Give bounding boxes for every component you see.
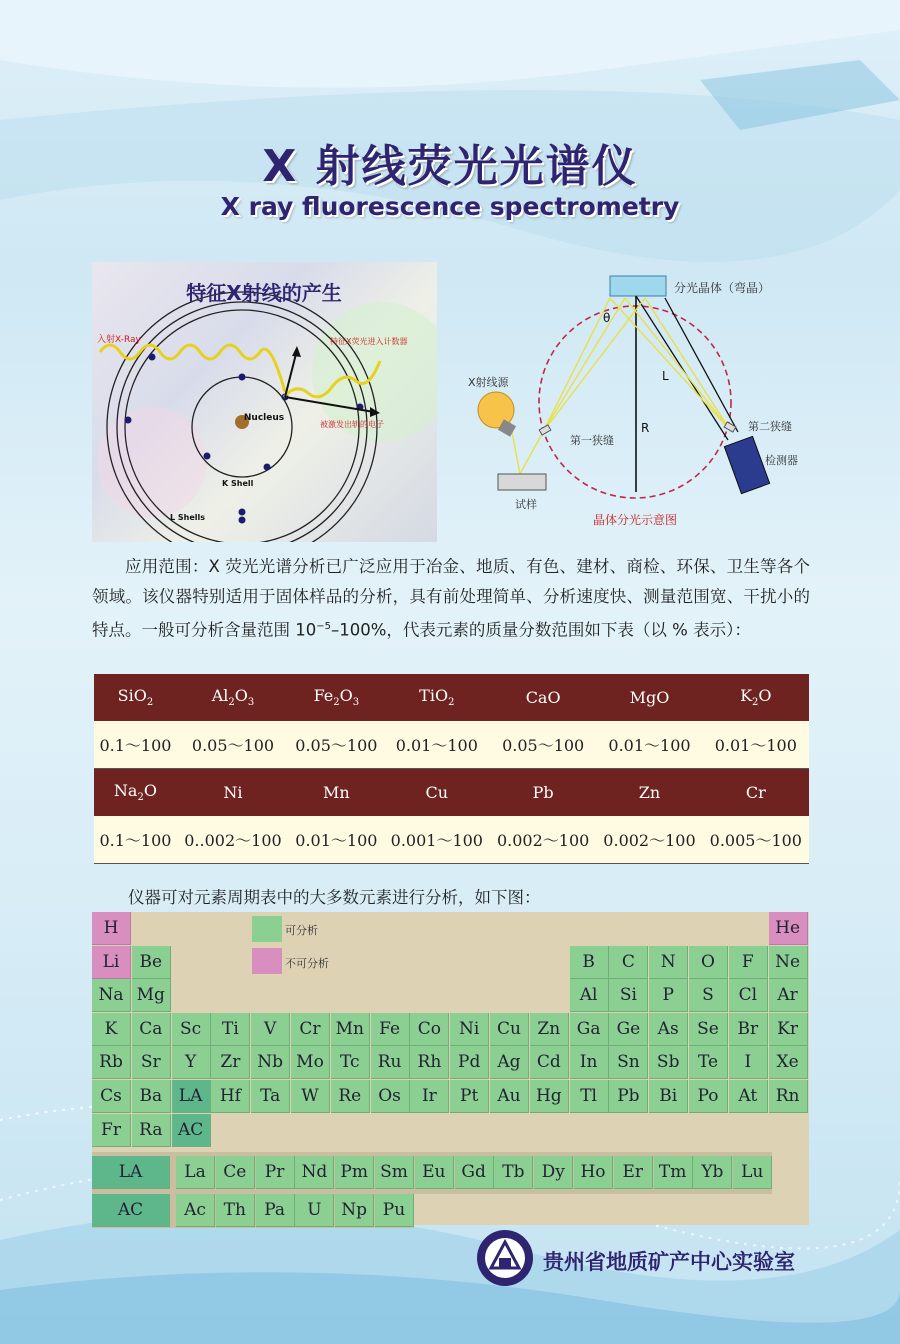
table-value-row [94,721,809,769]
formula-part: TiO [419,686,449,706]
element-cell-pm: Pm [335,1156,374,1189]
application-paragraph [92,552,810,646]
slit1-label: 第一狭缝 [570,434,614,447]
nucleus-label: Nucleus [243,413,285,423]
subscript: 2 [333,697,340,709]
element-cell-cl: Cl [729,979,768,1012]
organization-name: 贵州省地质矿产中心实验室 [543,1250,795,1274]
element-cell-sb: Sb [649,1046,688,1079]
formula-part: Ni [223,783,243,802]
element-cell-bi: Bi [649,1080,688,1113]
element-cell-ne: Ne [769,946,808,979]
element-cell-he: He [769,912,808,945]
formula-part: O [234,686,248,706]
atom-diagram [92,262,437,542]
element-cell-ra: Ra [132,1114,171,1147]
element-cell-np: Np [335,1194,374,1227]
element-cell-p: P [649,979,688,1012]
element-cell-w: W [291,1080,330,1113]
element-cell-b: B [570,946,609,979]
subscript: 2 [137,792,144,804]
element-cell-ag: Ag [490,1046,529,1079]
subscript: 3 [247,697,255,709]
composition-range-table [94,674,809,864]
element-cell-o: O [689,946,728,979]
element-cell-ac: AC [172,1114,211,1147]
element-cell-os: Os [371,1080,410,1113]
compound-name [289,674,384,721]
subscript: 2 [146,697,154,709]
table-header-row [94,769,809,817]
element-cell-sm: Sm [375,1156,414,1189]
element-cell-tm: Tm [654,1156,693,1189]
element-cell-rb: Rb [92,1046,131,1079]
element-cell-ni: Ni [450,1013,489,1046]
element-cell-mn: Mn [331,1013,370,1046]
compound-name [94,769,177,817]
compound-name [596,674,702,721]
range-value: 0.05～100 [490,721,596,769]
element-cell-te: Te [689,1046,728,1079]
characteristic-xray-label: 特征X荧光进入计数器 [330,337,408,346]
element-cell-tl: Tl [570,1080,609,1113]
element-cell-ce: Ce [216,1156,255,1189]
element-cell-zr: Zr [211,1046,250,1079]
formula-part: Mn [323,783,350,802]
figure2-caption: 晶体分光示意图 [592,513,678,527]
legend-analyzable-label: 可分析 [285,924,318,937]
element-cell-rh: Rh [410,1046,449,1079]
element-cell-ti: Ti [211,1013,250,1046]
range-value: 0.1～100 [94,816,177,864]
compound-name [596,769,702,817]
compound-name [177,769,289,817]
element-cell-sn: Sn [609,1046,648,1079]
element-cell-fr: Fr [92,1114,131,1147]
element-cell-mo: Mo [291,1046,330,1079]
element-cell-al: Al [570,979,609,1012]
element-cell-gd: Gd [455,1156,494,1189]
element-cell-xe: Xe [769,1046,808,1079]
range-value: 0.002～100 [490,816,596,864]
formula-part: Al [211,686,229,706]
subscript: 2 [752,697,759,709]
compound-name [384,769,490,817]
table-value-row [94,816,809,864]
element-cell-hf: Hf [211,1080,250,1113]
formula-part: Na [113,781,138,801]
subscript: 2 [448,697,455,709]
element-cell-eu: Eu [415,1156,454,1189]
compound-name [289,769,384,817]
element-cell-ac: Ac [176,1194,215,1227]
compound-name [94,674,177,721]
detector-label: 检测器 [765,454,798,467]
element-cell-k: K [92,1013,131,1046]
element-cell-se: Se [689,1013,728,1046]
element-cell-nb: Nb [251,1046,290,1079]
element-cell-br: Br [729,1013,768,1046]
formula-part: MgO [629,688,670,707]
element-cell-kr: Kr [769,1013,808,1046]
range-value: 0.001～100 [384,816,490,864]
element-cell-pa: Pa [256,1194,295,1227]
crystal-label: 分光晶体（弯晶） [674,281,771,295]
formula-part: O [758,686,772,706]
element-cell-s: S [689,979,728,1012]
range-value: 0.002～100 [596,816,702,864]
element-cell-ru: Ru [371,1046,410,1079]
range-value: 0.01～100 [703,721,809,769]
element-cell-at: At [729,1080,768,1113]
formula-part: O [143,781,157,801]
range-value: 0.01～100 [596,721,702,769]
range-value: 0.05～100 [289,721,384,769]
element-cell-i: I [729,1046,768,1079]
formula-part: Pb [532,783,554,802]
element-cell-ga: Ga [570,1013,609,1046]
formula-part: K [740,686,753,706]
range-value: 0.01～100 [289,816,384,864]
r-label: R [641,421,650,435]
element-cell-sr: Sr [132,1046,171,1079]
subscript: 3 [352,697,360,709]
element-cell-pd: Pd [450,1046,489,1079]
element-cell-ba: Ba [132,1080,171,1113]
slit2-label: 第二狭缝 [748,420,792,433]
theta-label: θ [603,311,611,325]
xray-generation-figure [92,262,437,542]
element-cell-c: C [609,946,648,979]
element-cell-mg: Mg [132,979,171,1012]
element-cell-pu: Pu [375,1194,414,1227]
element-cell-as: As [649,1013,688,1046]
element-cell-la: La [176,1156,215,1189]
element-cell-be: Be [132,946,171,979]
formula-part: Cr [745,783,766,802]
figure1-title: 特征X射线的产生 [186,281,342,305]
element-cell-ac: AC [92,1194,170,1227]
element-cell-f: F [729,946,768,979]
element-cell-si: Si [609,979,648,1012]
element-cell-ge: Ge [609,1013,648,1046]
element-cell-pr: Pr [256,1156,295,1189]
element-cell-ca: Ca [132,1013,171,1046]
paragraph-text-end: –100%，代表元素的质量分数范围如下表（以 % 表示）： [331,620,751,640]
element-cell-hg: Hg [530,1080,569,1113]
element-cell-ho: Ho [574,1156,613,1189]
element-cell-re: Re [331,1080,370,1113]
element-cell-na: Na [92,979,131,1012]
element-cell-la: LA [172,1080,211,1113]
table-header-row [94,674,809,721]
ejected-electron-label: 被激发出轨的电子 [320,420,384,429]
element-cell-cr: Cr [291,1013,330,1046]
element-cell-er: Er [614,1156,653,1189]
formula-part: SiO [117,686,147,706]
element-cell-in: In [570,1046,609,1079]
legend-analyzable-swatch [252,916,282,942]
compound-name [384,674,490,721]
range-value: 0..002～100 [177,816,289,864]
element-cell-cs: Cs [92,1080,131,1113]
element-cell-po: Po [689,1080,728,1113]
formula-part: Cu [425,783,449,802]
compound-name [177,674,289,721]
l-label: L [662,369,669,383]
range-value: 0.01～100 [384,721,490,769]
formula-part: Zn [638,783,661,802]
k-shell-label: K Shell [222,479,254,488]
element-cell-yb: Yb [693,1156,732,1189]
legend-not-analyzable-label: 不可分析 [285,957,329,970]
periodic-table [92,912,809,1225]
element-cell-rn: Rn [769,1080,808,1113]
element-cell-v: V [251,1013,290,1046]
element-cell-fe: Fe [371,1013,410,1046]
compound-name [703,674,809,721]
crystal-dispersion-figure [460,262,820,542]
element-cell-zn: Zn [530,1013,569,1046]
element-cell-li: Li [92,946,131,979]
element-cell-u: U [295,1194,334,1227]
legend-not-analyzable-swatch [252,948,282,974]
element-cell-pb: Pb [609,1080,648,1113]
spectrometer-diagram [460,262,820,542]
element-cell-cd: Cd [530,1046,569,1079]
element-cell-au: Au [490,1080,529,1113]
compound-name [703,769,809,817]
institution-logo-icon [475,1228,535,1288]
compound-name [490,674,596,721]
element-cell-h: H [92,912,131,945]
element-cell-co: Co [410,1013,449,1046]
xray-source-label: X射线源 [468,376,509,389]
range-value: 0.1～100 [94,721,177,769]
range-value: 0.005～100 [703,816,809,864]
element-cell-ta: Ta [251,1080,290,1113]
element-cell-y: Y [172,1046,211,1079]
element-cell-pt: Pt [450,1080,489,1113]
periodic-intro-text: 仪器可对元素周期表中的大多数元素进行分析，如下图： [128,888,541,907]
element-cell-lu: Lu [733,1156,772,1189]
sample-label: 试样 [515,498,537,511]
incident-xray-label: 入射X-Ray [97,335,141,345]
element-cell-th: Th [216,1194,255,1227]
element-cell-ar: Ar [769,979,808,1012]
element-cell-nd: Nd [295,1156,334,1189]
range-value: 0.05～100 [177,721,289,769]
compound-name [490,769,596,817]
element-cell-tb: Tb [494,1156,533,1189]
formula-part: CaO [525,688,561,707]
element-cell-ir: Ir [410,1080,449,1113]
element-cell-la: LA [92,1156,170,1189]
exponent: −5 [316,621,331,632]
element-cell-n: N [649,946,688,979]
element-cell-cu: Cu [490,1013,529,1046]
paragraph-text: 应用范围：X 荧光光谱分析已广泛应用于冶金、地质、有色、建材、商检、环保、卫生等各个领域。该仪器特别适用于固体样品的分析，具有前处理简单、分析速度快、测量范围宽、干扰小的特点。一般可分析含量范围 10 [92,557,810,640]
element-cell-dy: Dy [534,1156,573,1189]
page-title: X 射线荧光光谱仪 [262,141,638,192]
formula-part: O [339,686,353,706]
l-shells-label: L Shells [170,513,206,522]
element-cell-tc: Tc [331,1046,370,1079]
footer [475,1226,815,1294]
formula-part: Fe [313,686,334,706]
element-cell-sc: Sc [172,1013,211,1046]
subscript: 2 [228,697,235,709]
page-subtitle: X ray fluorescence spectrometry [220,192,680,221]
